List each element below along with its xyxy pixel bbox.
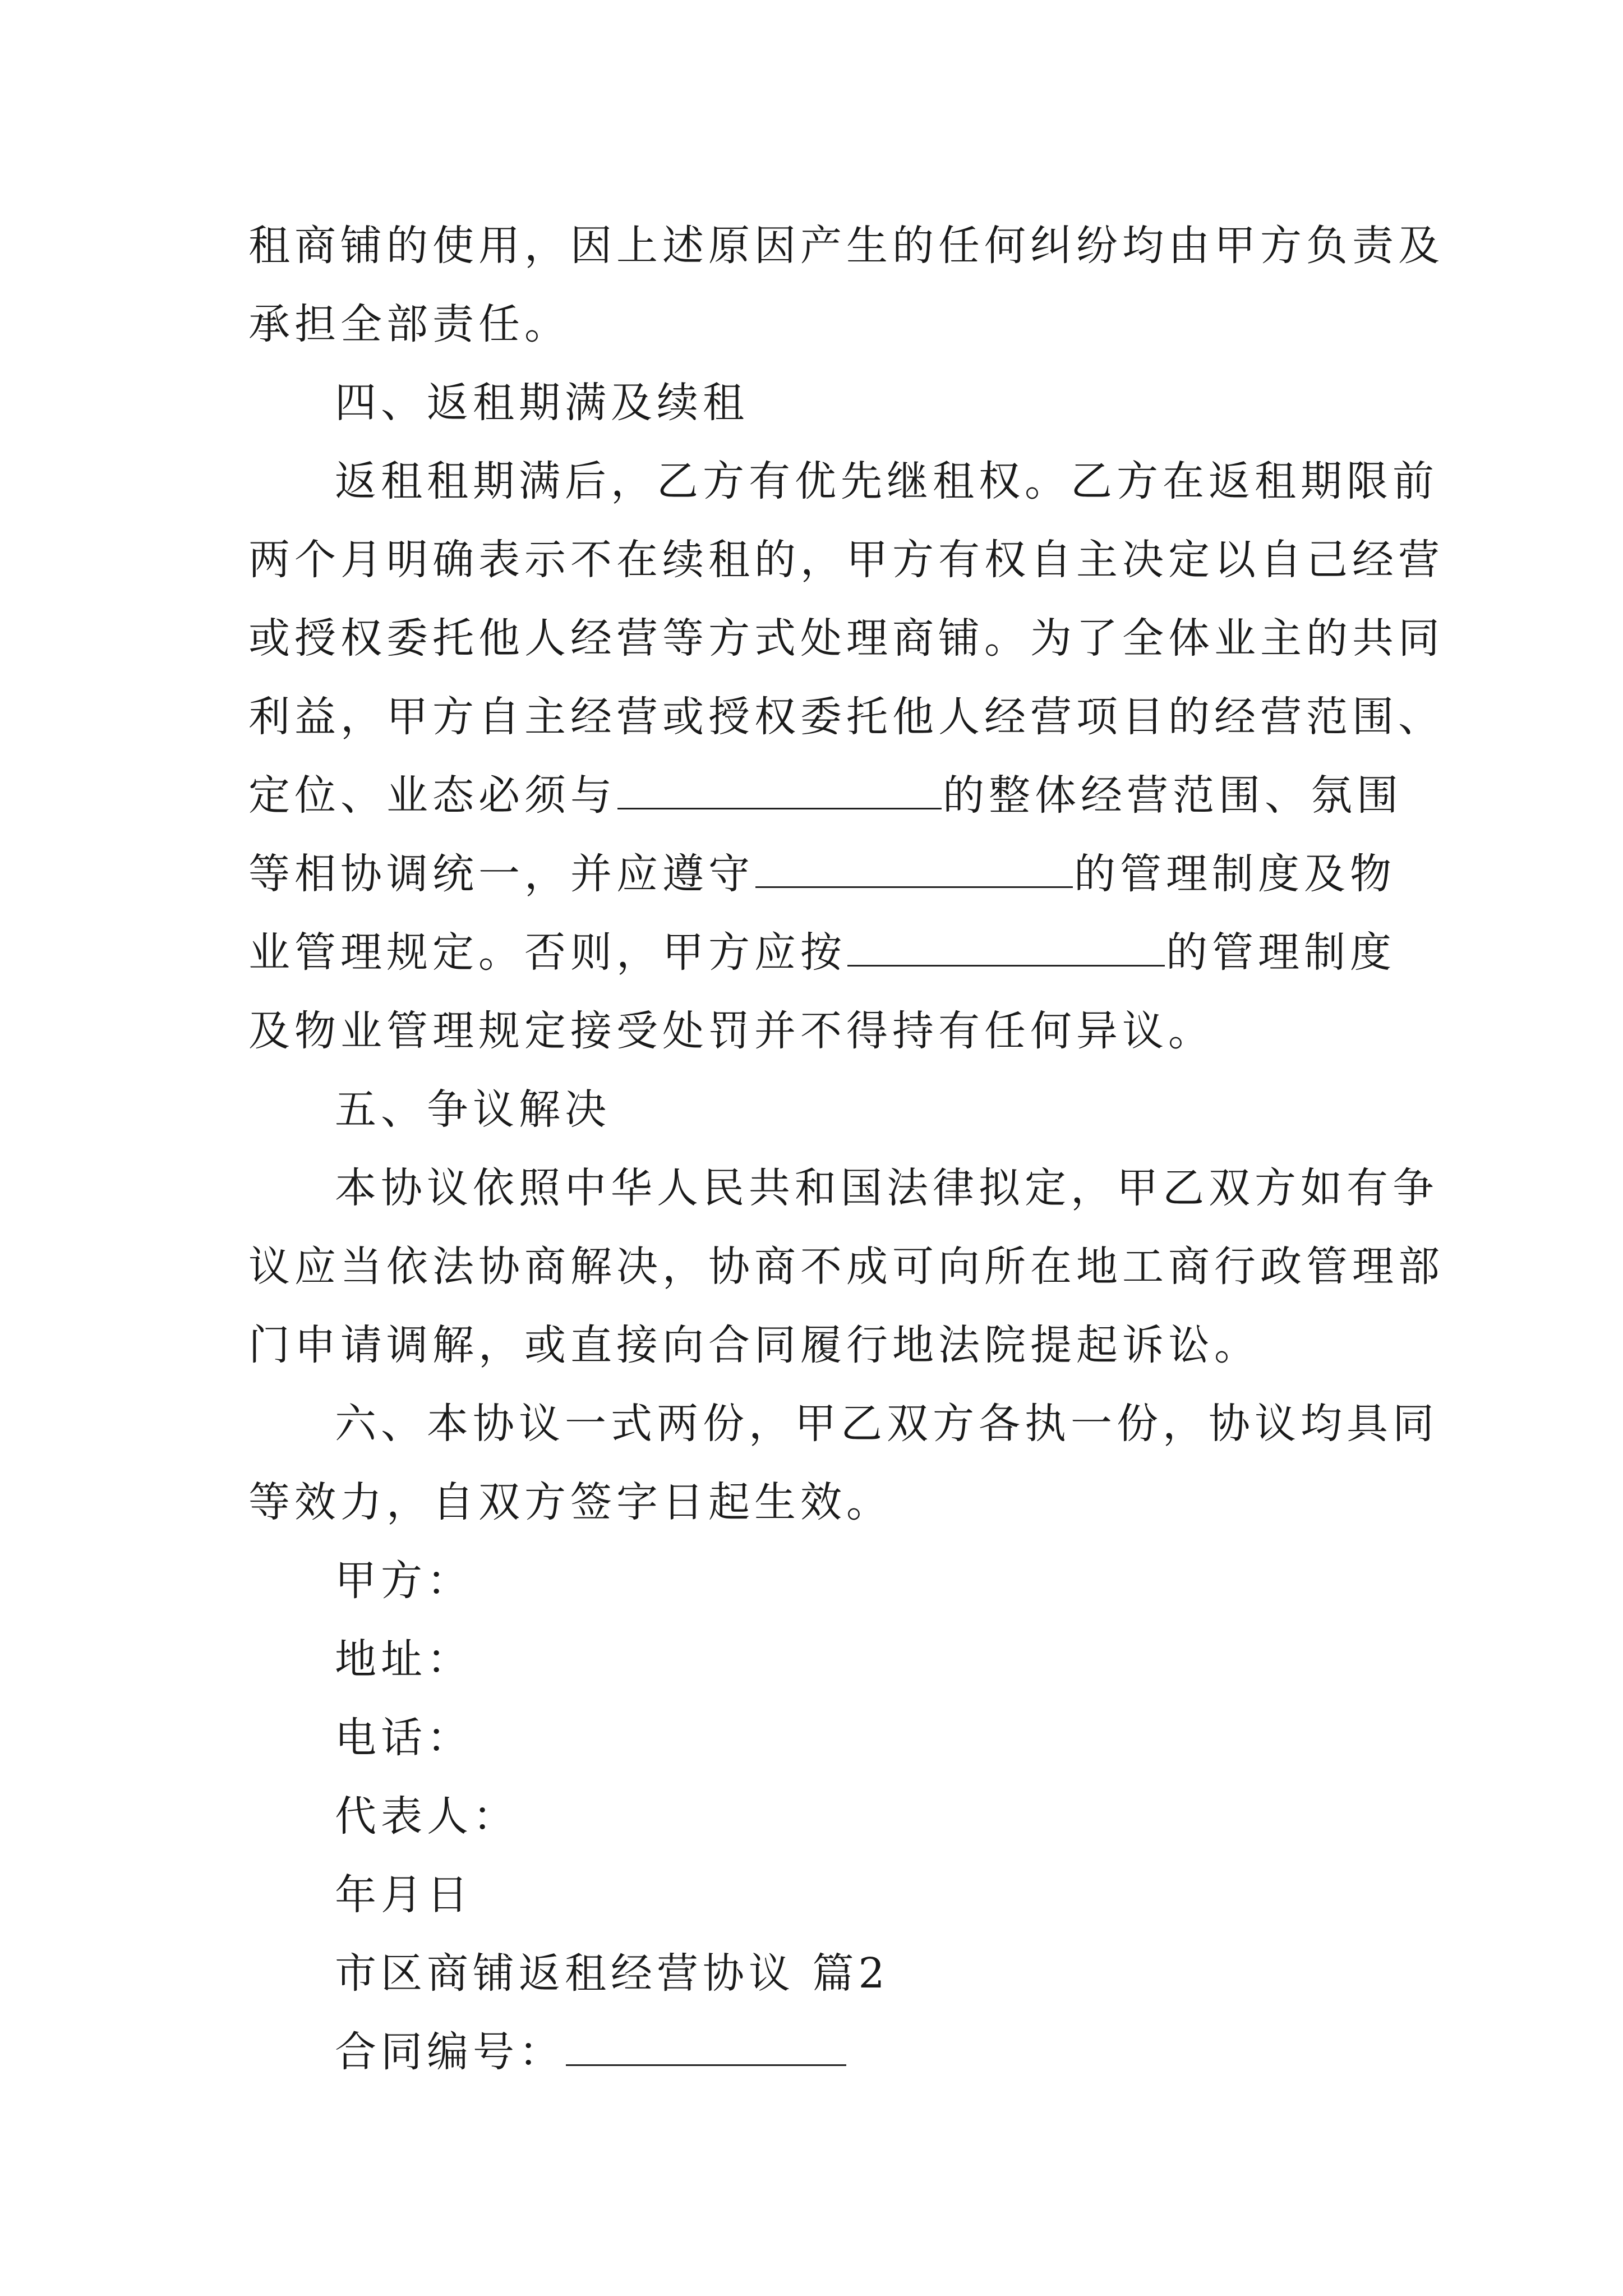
paragraph-line: 六、本协议一式两份，甲乙双方各执一份，协议均具同 bbox=[335, 1400, 1438, 1448]
paragraph-line: 及物业管理规定接受处罚并不得持有任何异议。 bbox=[248, 1007, 1214, 1055]
paragraph-line: 承担全部责任。 bbox=[248, 300, 570, 348]
signature-field-phone: 电话： bbox=[335, 1714, 473, 1762]
paragraph-line: 两个月明确表示不在续租的，甲方有权自主决定以自己经营 bbox=[248, 536, 1444, 584]
paragraph-line: 定位、业态必须与 的整体经营范围、氛围 bbox=[248, 771, 1403, 820]
paragraph-line: 或授权委托他人经营等方式处理商铺。为了全体业主的共同 bbox=[248, 614, 1444, 662]
paragraph-line: 业管理规定。否则，甲方应按 的管理制度 bbox=[248, 928, 1396, 977]
fill-in-blank bbox=[617, 773, 942, 809]
section-heading: 四、返租期满及续租 bbox=[335, 379, 749, 427]
paragraph-line: 本协议依照中华人民共和国法律拟定，甲乙双方如有争 bbox=[335, 1164, 1438, 1212]
signature-field-party-a: 甲方： bbox=[335, 1557, 473, 1605]
fill-in-blank bbox=[755, 852, 1073, 888]
paragraph-line: 返租租期满后，乙方有优先继租权。乙方在返租期限前 bbox=[335, 457, 1438, 505]
signature-field-address: 地址： bbox=[335, 1635, 473, 1683]
document-body bbox=[248, 206, 1444, 2091]
contract-number-line: 合同编号： bbox=[248, 2013, 1404, 2091]
paragraph-line: 门申请调解，或直接向合同履行地法院提起诉讼。 bbox=[248, 1321, 1260, 1369]
fill-in-blank bbox=[847, 930, 1165, 967]
paragraph-line: 租商铺的使用，因上述原因产生的任何纠纷均由甲方负责及 bbox=[248, 222, 1444, 270]
paragraph-line: 等相协调统一，并应遵守 的管理制度及物 bbox=[248, 850, 1396, 898]
section-heading: 五、争议解决 bbox=[335, 1085, 611, 1134]
paragraph-line: 等效力，自双方签字日起生效。 bbox=[248, 1478, 892, 1526]
signature-field-date: 年月日 bbox=[335, 1871, 473, 1919]
document-subtitle: 市区商铺返租经营协议 篇2 bbox=[335, 1949, 889, 1998]
signature-field-representative: 代表人： bbox=[335, 1792, 519, 1841]
fill-in-blank bbox=[566, 2030, 846, 2066]
paragraph-line: 利益，甲方自主经营或授权委托他人经营项目的经营范围、 bbox=[248, 693, 1444, 741]
paragraph-line: 议应当依法协商解决，协商不成可向所在地工商行政管理部 bbox=[248, 1243, 1444, 1291]
